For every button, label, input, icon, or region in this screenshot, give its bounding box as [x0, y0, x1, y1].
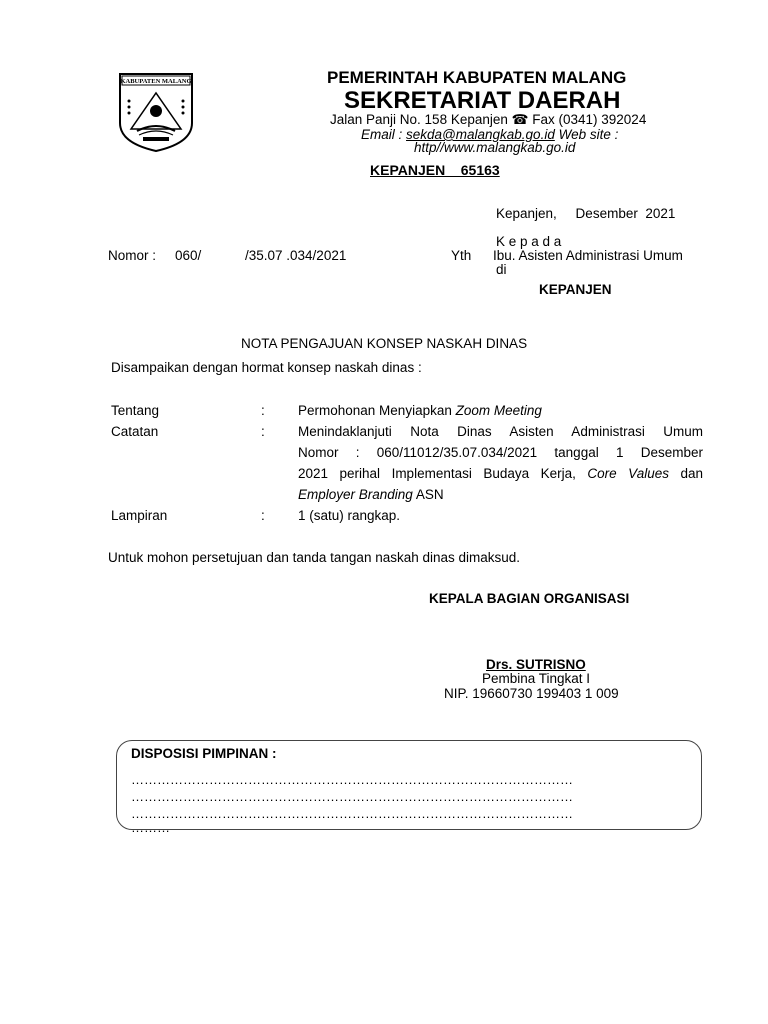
fax: Fax (0341) 392024	[532, 112, 647, 127]
catatan-line-4-end: ASN	[412, 487, 444, 502]
yth: Yth	[451, 248, 472, 263]
signature-position: KEPALA BAGIAN ORGANISASI	[429, 591, 630, 606]
tentang-label: Tentang	[111, 403, 160, 418]
email-label: Email :	[361, 127, 403, 142]
catatan-line-3-italic: Core Values	[587, 466, 669, 481]
disposisi-line-3: …………………………………………………………………………………………	[131, 806, 573, 821]
place-date: Kepanjen, Desember 2021	[496, 206, 676, 221]
disposisi-line-4: ………	[131, 820, 170, 835]
tentang-colon: :	[261, 403, 265, 418]
signature-rank: Pembina Tingkat I	[482, 671, 591, 686]
catatan-line-3-plain: 2021 perihal Implementasi Budaya Kerja,	[298, 466, 588, 481]
lampiran-colon: :	[261, 508, 265, 523]
city-postal: KEPANJEN 65163	[370, 162, 500, 178]
dept-name: SEKRETARIAT DAERAH	[344, 87, 621, 114]
phone-icon: ☎	[511, 112, 529, 127]
recipient-city: KEPANJEN	[539, 282, 612, 297]
di: di	[496, 262, 507, 277]
catatan-line-2: Nomor : 060/11012/35.07.034/2021 tanggal 1 Desember	[298, 445, 703, 460]
signature-nip: NIP. 19660730 199403 1 009	[444, 686, 619, 701]
website[interactable]: http//www.malangkab.go.id	[414, 140, 576, 155]
catatan-line-3	[298, 466, 703, 481]
disposisi-line-1: …………………………………………………………………………………………	[131, 772, 573, 787]
intro-text: Disampaikan dengan hormat konsep naskah dinas :	[111, 360, 422, 375]
disposisi-label: DISPOSISI PIMPINAN :	[131, 746, 277, 761]
document-title: NOTA PENGAJUAN KONSEP NASKAH DINAS	[241, 336, 528, 351]
address: Jalan Panji No. 158 Kepanjen	[330, 112, 508, 127]
catatan-line-4-italic: Employer Branding	[298, 487, 413, 502]
tentang-value-plain: Permohonan Menyiapkan	[298, 403, 456, 418]
catatan-line-4	[298, 487, 444, 502]
tentang-value	[298, 403, 542, 418]
kabupaten-malang-logo	[117, 71, 195, 153]
catatan-line-3-end: dan	[668, 466, 703, 481]
kepada: K e p a d a	[496, 234, 562, 249]
recipient: Ibu. Asisten Administrasi Umum	[493, 248, 683, 263]
catatan-label: Catatan	[111, 424, 159, 439]
nomor-label: Nomor :	[108, 248, 157, 263]
nomor-part2: /35.07 .034/2021	[245, 248, 347, 263]
nomor-part1: 060/	[175, 248, 202, 263]
disposisi-line-2: …………………………………………………………………………………………	[131, 789, 573, 804]
email-link[interactable]: sekda@malangkab.go.id	[406, 127, 555, 142]
signature-name: Drs. SUTRISNO	[486, 657, 586, 672]
logo-text: KABUPATEN MALANG	[120, 78, 192, 85]
catatan-colon: :	[261, 424, 265, 439]
website-label: Web site :	[558, 127, 619, 142]
address-line	[330, 112, 646, 128]
tentang-value-italic: Zoom Meeting	[455, 403, 542, 418]
closing-text: Untuk mohon persetujuan dan tanda tangan naskah dinas dimaksud.	[108, 550, 521, 565]
org-name: PEMERINTAH KABUPATEN MALANG	[327, 68, 627, 87]
lampiran-label: Lampiran	[111, 508, 168, 523]
catatan-line-1: Menindaklanjuti Nota Dinas Asisten Administrasi Umum	[298, 424, 703, 439]
lampiran-value: 1 (satu) rangkap.	[298, 508, 401, 523]
